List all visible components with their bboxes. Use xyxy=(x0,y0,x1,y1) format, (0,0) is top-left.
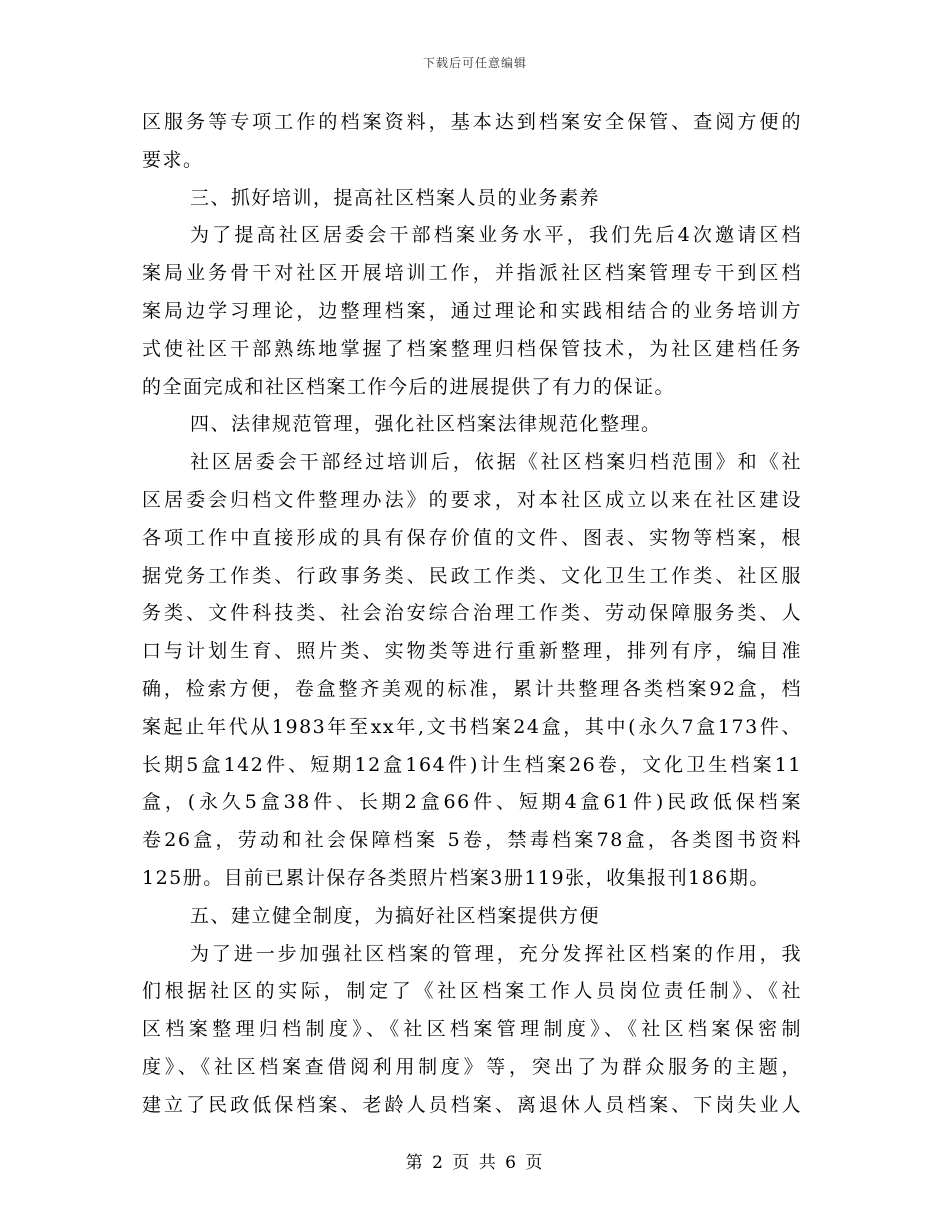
paragraph-line: 务类、文件科技类、社会治安综合治理工作类、劳动保障服务类、人 xyxy=(142,602,802,625)
paragraph-line: 125册。目前已累计保存各类照片档案3册119张，收集报刊186期。 xyxy=(142,866,770,889)
paragraph-line: 们根据社区的实际，制定了《社区档案工作人员岗位责任制》、《社 xyxy=(142,980,802,1003)
paragraph-line: 据党务工作类、行政事务类、民政工作类、文化卫生工作类、社区服 xyxy=(142,564,802,587)
paragraph-line: 社区居委会干部经过培训后，依据《社区档案归档范围》和《社 xyxy=(190,451,802,474)
paragraph-line: 式使社区干部熟练地掌握了档案整理归档保管技术，为社区建档任务 xyxy=(142,337,802,360)
paragraph-line: 为了提高社区居委会干部档案业务水平，我们先后4次邀请区档 xyxy=(190,224,802,247)
paragraph-line: 卷26盒，劳动和社会保障档案 5卷，禁毒档案78盒，各类图书资料 xyxy=(142,829,802,852)
paragraph-line: 长期5盒142件、短期12盒164件)计生档案26卷，文化卫生档案11 xyxy=(142,753,802,776)
section-heading: 五、建立健全制度，为搞好社区档案提供方便 xyxy=(190,904,601,927)
paragraph-line: 各项工作中直接形成的具有保存价值的文件、图表、实物等档案，根 xyxy=(142,526,802,549)
page-number: 第 2 页 共 6 页 xyxy=(405,1153,545,1173)
paragraph-line: 要求。 xyxy=(142,148,204,171)
paragraph-line: 建立了民政低保档案、老龄人员档案、离退休人员档案、下岗失业人 xyxy=(142,1093,802,1116)
paragraph-line: 案局边学习理论，边整理档案，通过理论和实践相结合的业务培训方 xyxy=(142,299,802,322)
paragraph-line: 为了进一步加强社区档案的管理，充分发挥社区档案的作用，我 xyxy=(190,942,802,965)
document-body xyxy=(142,104,802,1125)
paragraph-line: 区服务等专项工作的档案资料，基本达到档案安全保管、查阅方便的 xyxy=(142,111,802,133)
section-heading: 四、法律规范管理，强化社区档案法律规范化整理。 xyxy=(190,413,662,436)
paragraph-line: 盒，(永久5盒38件、长期2盒66件、短期4盒61件)民政低保档案 xyxy=(142,791,802,814)
paragraph-line: 案局业务骨干对社区开展培训工作，并指派社区档案管理专干到区档 xyxy=(142,262,802,285)
paragraph-line: 的全面完成和社区档案工作今后的进展提供了有力的保证。 xyxy=(142,375,676,398)
paragraph-line: 区档案整理归档制度》、《社区档案管理制度》、《社区档案保密制 xyxy=(142,1018,802,1041)
paragraph-line: 度》、《社区档案查借阅利用制度》等，突出了为群众服务的主题， xyxy=(142,1055,802,1078)
paragraph-line: 区居委会归档文件整理办法》的要求，对本社区成立以来在社区建设 xyxy=(142,488,802,511)
section-heading: 三、抓好培训，提高社区档案人员的业务素养 xyxy=(190,186,601,209)
header-note: 下载后可任意编辑 xyxy=(422,56,527,70)
paragraph-line: 案起止年代从1983年至xx年,文书档案24盒，其中(永久7盒173件、 xyxy=(142,715,802,738)
paragraph-line: 确，检索方便，卷盒整齐美观的标准，累计共整理各类档案92盒，档 xyxy=(142,677,802,700)
paragraph-line: 口与计划生育、照片类、实物类等进行重新整理，排列有序，编目准 xyxy=(142,640,802,663)
